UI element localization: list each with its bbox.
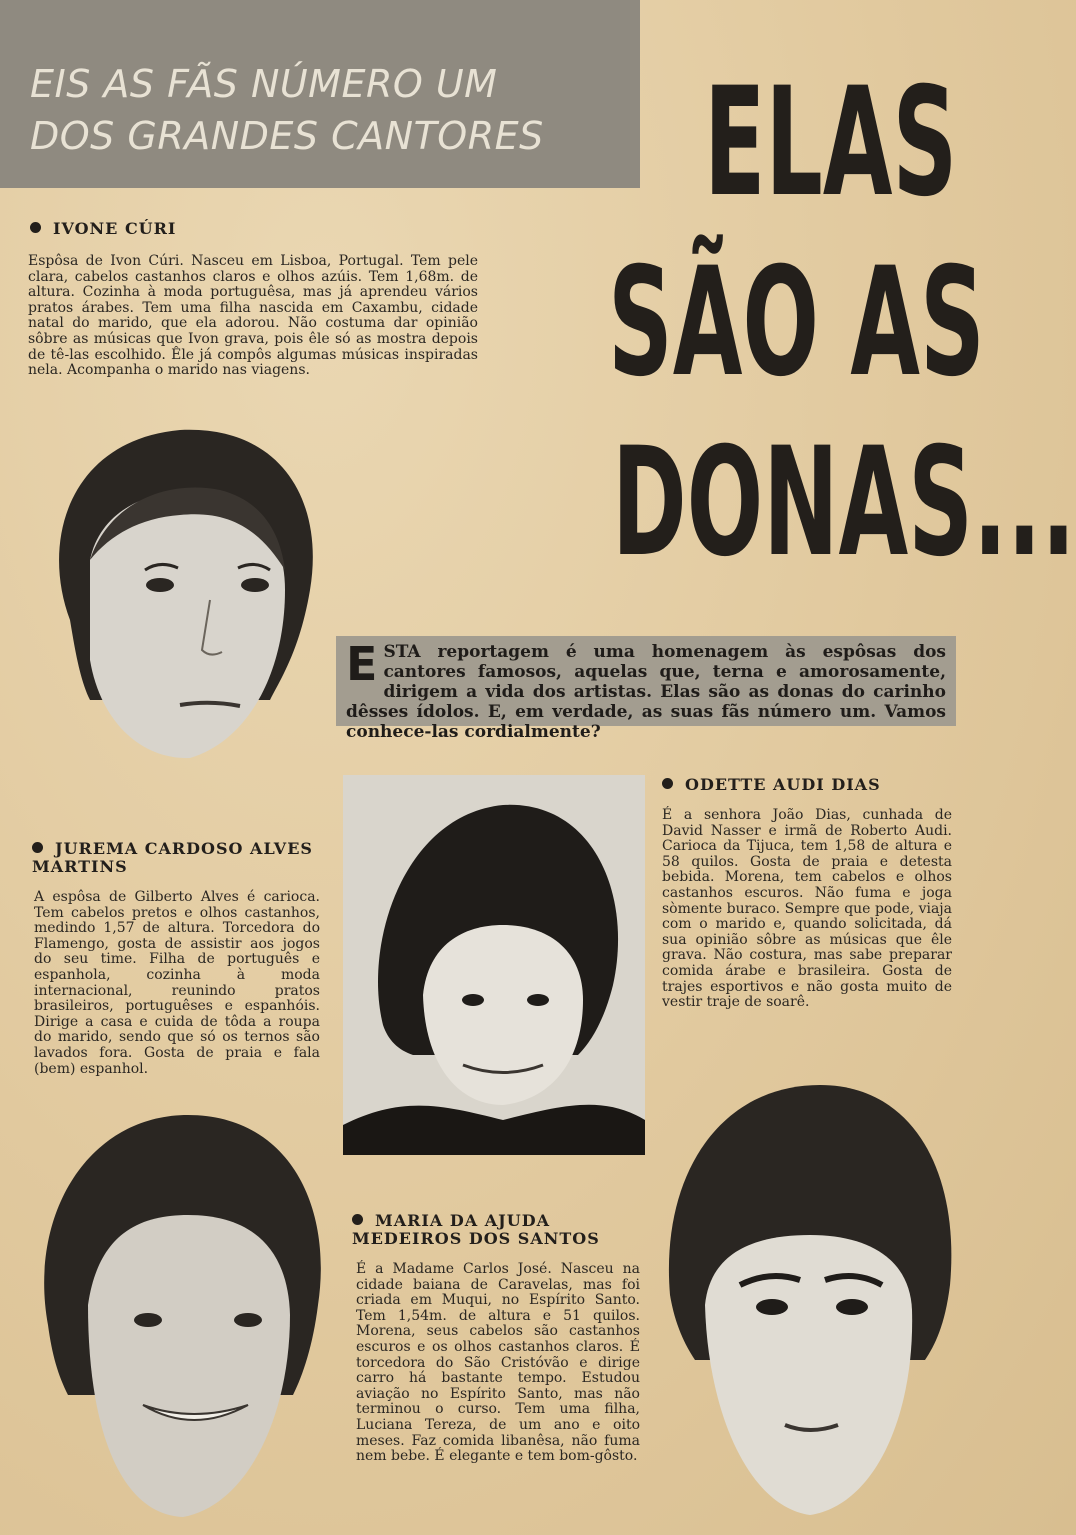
profile-odette-heading bbox=[662, 776, 881, 794]
header-banner bbox=[0, 0, 640, 188]
photo-odette bbox=[660, 1075, 960, 1525]
banner-line-1: EIS AS FÃS NÚMERO UM bbox=[30, 62, 498, 106]
profile-maria-heading bbox=[352, 1212, 642, 1248]
photo-jurema bbox=[28, 1105, 333, 1525]
intro-paragraph bbox=[346, 637, 946, 742]
photo-ivone bbox=[30, 420, 330, 765]
profile-ivone-name: IVONE CÚRI bbox=[53, 219, 177, 238]
intro-box bbox=[336, 636, 956, 742]
profile-jurema-name: JUREMA CARDOSO ALVES MARTINS bbox=[32, 839, 313, 876]
photo-maria bbox=[343, 775, 645, 1155]
profile-maria-name: MARIA DA AJUDA MEDEIROS DOS SANTOS bbox=[352, 1211, 600, 1248]
bullet-icon bbox=[32, 842, 43, 853]
bullet-icon bbox=[662, 778, 673, 789]
banner-line-2: DOS GRANDES CANTORES bbox=[30, 114, 544, 158]
headline-line-1: ELAS bbox=[704, 56, 958, 230]
profile-ivone-text: Espôsa de Ivon Cúri. Nasceu em Lisboa, Portugal. Tem pele clara, cabelos castanhos claros e olhos azúis. Tem 1,68m. de altura. Cozinha à moda portuguêsa, mas já aprendeu vários pratos árabes. Tem uma filha nascida em Caxambu, cidade natal do marido, que ela adorou. Não costuma dar opinião sôbre as músicas que Ivon grava, pois êle só as mostra depois de tê-las escolhido. Êle já compôs algumas músicas inspiradas nela. Acompanha o marido nas viagens. bbox=[28, 253, 478, 379]
profile-jurema-text: A espôsa de Gilberto Alves é carioca. Tem cabelos pretos e olhos castanhos, medindo 1,57 de altura. Torcedora do Flamengo, gosta de assistir aos jogos do seu time. Filha de português e espanhola, cozinha à moda internacional, reunindo pratos brasileiros, portuguêses e espanhóis. Dirige a casa e cuida de tôda a roupa do marido, sendo que só os ternos são lavados fora. Gosta de praia e fala (bem) espanhol. bbox=[34, 889, 320, 1077]
headline-line-2: SÃO AS bbox=[608, 236, 985, 410]
intro-text: STA reportagem é uma homenagem às espôsas dos cantores famosos, aquelas que, terna e amorosamente, dirigem a vida dos artistas. Elas são as donas do carinho dêsses ídolos. E, em verdade, as suas fãs número um. Vamos conhece-las cordialmente? bbox=[346, 642, 946, 742]
intro-dropcap: E bbox=[346, 637, 378, 691]
profile-odette-text: É a senhora João Dias, cunhada de David Nasser e irmã de Roberto Audi. Carioca da Tijuca, tem 1,58 de altura e 58 quilos. Gosta de praia e detesta bebida. Morena, tem cabelos e olhos castanhos escuros. Não fuma e joga sòmente buraco. Sempre que pode, viaja com o marido e, quando solicitada, dá sua opinião sôbre as músicas que êle grava. Não costura, mas sabe preparar comida árabe e brasileira. Gosta de trajes esportivos e não gosta muito de vestir traje de soarê. bbox=[662, 807, 952, 1011]
bullet-icon bbox=[352, 1214, 363, 1225]
profile-ivone-heading bbox=[30, 220, 176, 238]
bullet-icon bbox=[30, 222, 41, 233]
headline-line-3: DONAS... bbox=[612, 416, 1076, 590]
profile-maria-text: É a Madame Carlos José. Nasceu na cidade baiana de Caravelas, mas foi criada em Muqui, no Espírito Santo. Tem 1,54m. de altura e 51 quilos. Morena, seus cabelos são castanhos escuros e os olhos castanhos claros. É torcedora do São Cristóvão e dirige carro há bastante tempo. Estudou aviação no Espírito Santo, mas não terminou o curso. Tem uma filha, Luciana Tereza, de um ano e oito meses. Faz comida libanêsa, não fuma nem bebe. É elegante e tem bom-gôsto. bbox=[356, 1261, 640, 1465]
profile-odette-name: ODETTE AUDI DIAS bbox=[685, 775, 881, 794]
profile-jurema-heading bbox=[32, 840, 332, 876]
